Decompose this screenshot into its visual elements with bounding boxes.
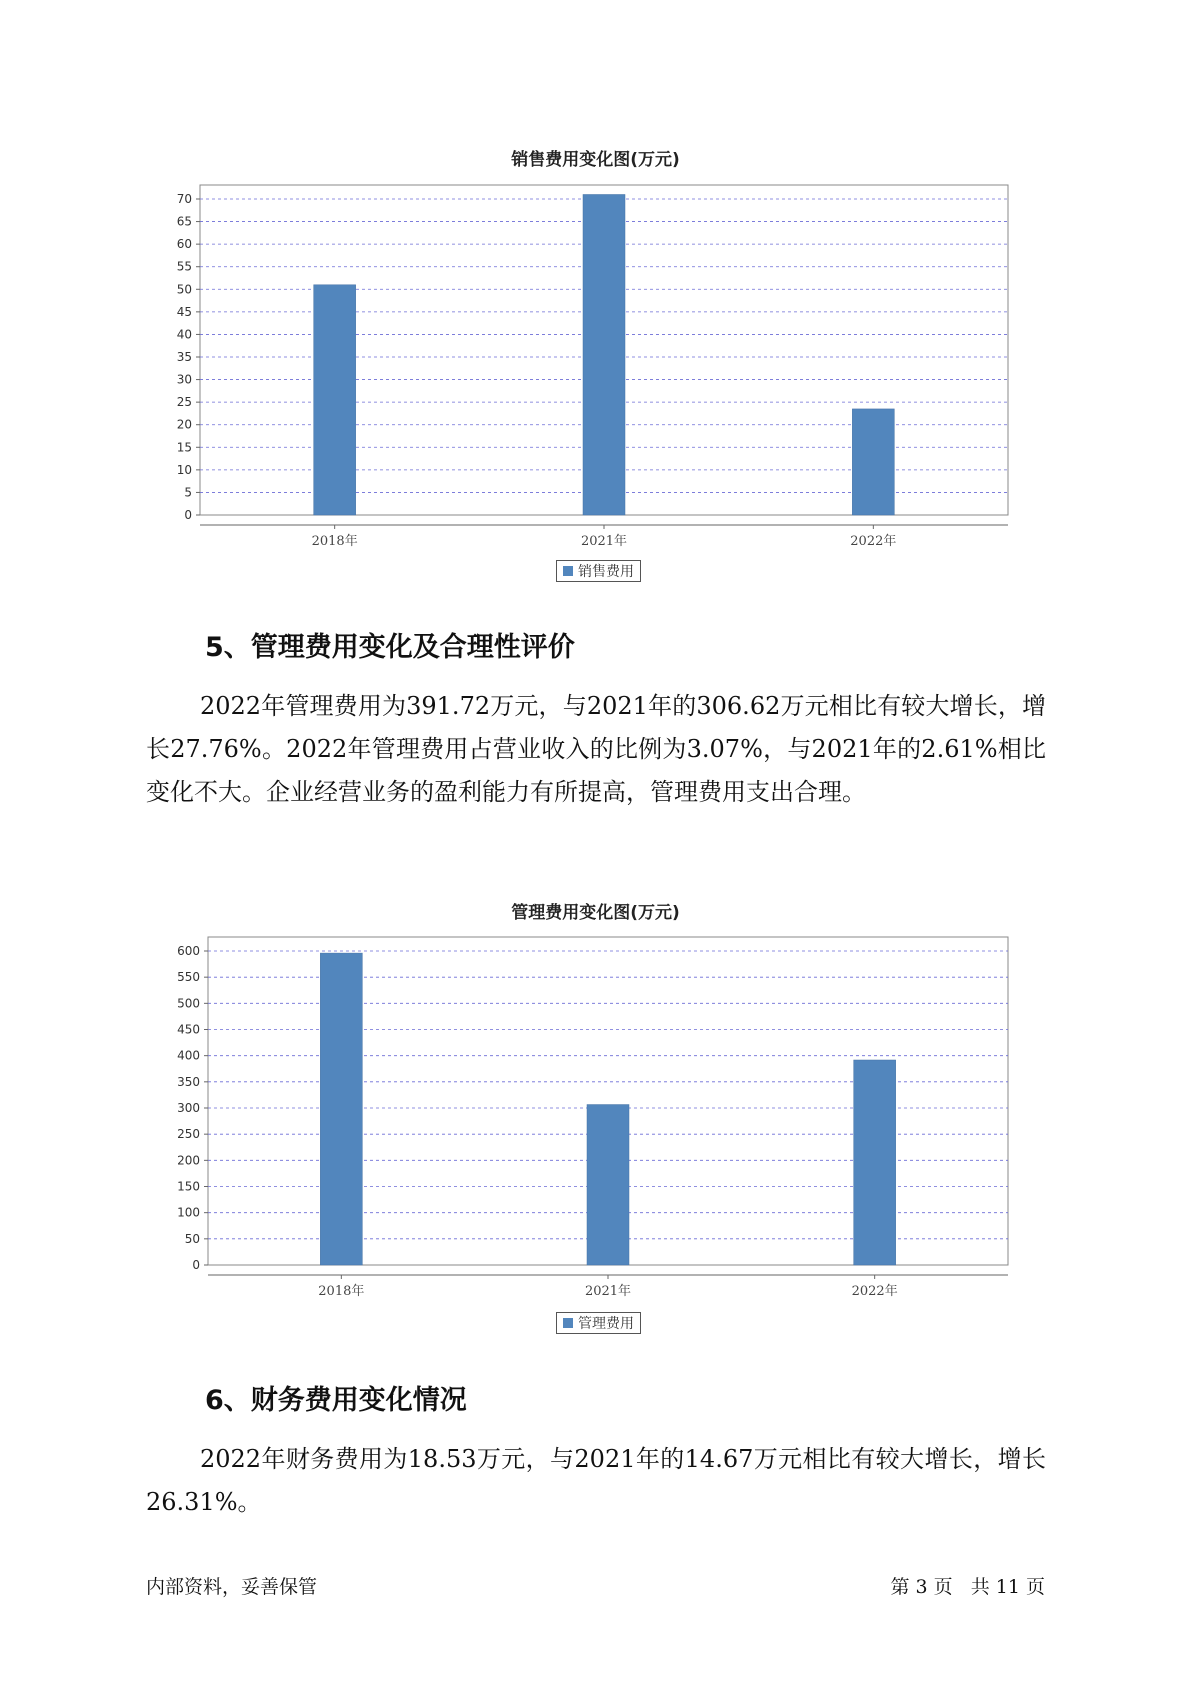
- bar: [320, 953, 362, 1265]
- y-tick-label: 350: [177, 1074, 200, 1089]
- y-tick-label: 25: [176, 395, 192, 410]
- legend-label: 管理费用: [578, 1316, 634, 1332]
- section-6-paragraph: 2022年财务费用为18.53万元，与2021年的14.67万元相比有较大增长，增长26.31%。: [146, 1445, 1046, 1516]
- x-tick-label: 2021年: [580, 534, 628, 549]
- y-tick-label: 30: [176, 372, 192, 387]
- footer-confidential-note: 内部资料，妥善保管: [146, 1576, 318, 1598]
- bar: [587, 1105, 629, 1265]
- x-tick-label: 2022年: [851, 1284, 898, 1299]
- admin-expense-chart: [0, 925, 1191, 1300]
- section-5-heading: 5、管理费用变化及合理性评价: [205, 632, 575, 663]
- y-tick-label: 100: [177, 1205, 200, 1220]
- bar: [852, 409, 894, 515]
- section-6-heading: 6、财务费用变化情况: [205, 1385, 467, 1416]
- legend-swatch: [563, 1318, 573, 1328]
- y-tick-label: 50: [184, 1231, 200, 1246]
- y-tick-label: 500: [177, 996, 200, 1011]
- y-tick-label: 55: [176, 259, 192, 274]
- y-tick-label: 250: [177, 1127, 200, 1142]
- bar: [854, 1060, 896, 1265]
- y-tick-label: 200: [177, 1153, 200, 1168]
- y-tick-label: 400: [177, 1048, 200, 1063]
- y-tick-label: 20: [176, 417, 192, 432]
- y-tick-label: 70: [176, 192, 192, 206]
- legend-swatch: [563, 566, 573, 576]
- y-tick-label: 50: [176, 282, 192, 297]
- y-tick-label: 40: [176, 327, 192, 342]
- sales-chart-title: 销售费用变化图(万元): [511, 150, 680, 170]
- admin-chart-title: 管理费用变化图(万元): [511, 903, 680, 923]
- legend-label: 销售费用: [578, 564, 634, 580]
- sales-expense-chart: [0, 170, 1191, 550]
- y-tick-label: 0: [184, 508, 192, 522]
- footer-page-number: 第 3 页 共 11 页: [890, 1576, 1045, 1598]
- y-tick-label: 0: [192, 1258, 200, 1272]
- y-tick-label: 5: [184, 485, 192, 500]
- x-tick-label: 2018年: [311, 534, 358, 549]
- x-tick-label: 2018年: [318, 1284, 365, 1299]
- y-tick-label: 300: [177, 1101, 200, 1115]
- bar: [583, 194, 625, 515]
- y-tick-label: 600: [177, 944, 200, 958]
- y-tick-label: 150: [177, 1179, 200, 1194]
- admin-chart-legend: [556, 1312, 641, 1334]
- y-tick-label: 550: [177, 970, 200, 985]
- y-tick-label: 45: [176, 304, 192, 319]
- y-tick-label: 65: [176, 214, 192, 229]
- x-tick-label: 2021年: [584, 1284, 632, 1299]
- y-tick-label: 15: [176, 440, 192, 455]
- y-tick-label: 35: [176, 350, 192, 364]
- y-tick-label: 60: [176, 237, 192, 252]
- sales-chart-legend: [556, 560, 641, 582]
- section-5-paragraph: 2022年管理费用为391.72万元，与2021年的306.62万元相比有较大增长，增长27.76%。2022年管理费用占营业收入的比例为3.07%，与2021年的2.61%相比变化不大。企业经营业务的盈利能力有所提高，管理费用支出合理。: [146, 692, 1046, 806]
- y-tick-label: 10: [176, 462, 192, 477]
- y-tick-label: 450: [177, 1022, 200, 1037]
- bar: [314, 285, 356, 515]
- x-tick-label: 2022年: [850, 534, 897, 549]
